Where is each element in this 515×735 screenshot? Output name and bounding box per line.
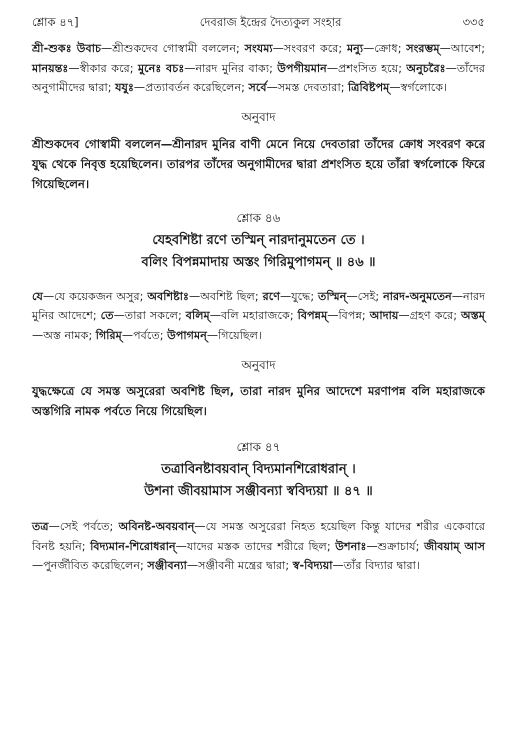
synonym-word: বিদ্যমান-শিরোধরান্ bbox=[90, 539, 176, 553]
synonym-meaning: —অস্ত নামক; bbox=[32, 328, 96, 342]
synonym-meaning: —গিয়েছিল। bbox=[206, 328, 263, 342]
synonym-meaning: —তাঁদের অনুগামীদের দ্বারা; bbox=[32, 61, 485, 94]
verse-47-line-1: তত্রাবিনষ্টাবয়বান্ বিদ্যমানশিরোধরান্ । bbox=[161, 462, 356, 477]
synonym-word: উপাগমন্ bbox=[167, 328, 207, 342]
synonym-word: অবিনষ্ট-অবয়বান্ bbox=[118, 520, 195, 533]
synonym-meaning: —সঞ্জীবনী মন্ত্রের দ্বারা; bbox=[186, 559, 293, 572]
synonyms-verse-45 bbox=[32, 39, 485, 98]
verse-46-label: শ্লোক ৪৬ bbox=[236, 210, 281, 225]
verse-46-line-1: যেহবশিষ্টা রণে তস্মিন্ নারদানুমতেন তে । bbox=[152, 232, 365, 248]
synonym-word: উপগীয়মান bbox=[277, 61, 327, 75]
synonym-meaning: —বলি মহারাজকে; bbox=[209, 309, 298, 322]
synonym-word: মানয়ন্তঃ bbox=[32, 61, 69, 75]
synonym-word: সংরম্ভম্ bbox=[406, 42, 440, 55]
synonym-meaning: —যাদের মস্তক তাদের শরীরে ছিল; bbox=[175, 539, 336, 553]
synonym-meaning: —যে কয়েকজন অসুর; bbox=[42, 289, 148, 303]
synonym-word: জীবয়াম্ আস bbox=[424, 539, 485, 553]
synonym-word: সর্বে bbox=[248, 81, 267, 94]
verse-47-text bbox=[32, 459, 485, 503]
synonym-word: মন্যু bbox=[346, 42, 364, 55]
synonym-meaning: —গ্রহণ করে; bbox=[398, 309, 462, 322]
synonym-meaning: —বিপন্ন; bbox=[327, 309, 370, 322]
synonym-meaning: —সমস্ত দেবতারা; bbox=[266, 81, 349, 94]
synonym-meaning: —তারা সকলে; bbox=[113, 309, 186, 322]
synonym-meaning: —তাঁর বিদ্যার দ্বারা। bbox=[332, 559, 420, 572]
synonym-meaning: —প্রশংসিত হয়ে; bbox=[326, 61, 407, 75]
synonym-meaning: —সংবরণ করে; bbox=[272, 42, 347, 55]
translation-heading-2: অনুবাদ bbox=[241, 358, 276, 372]
synonym-meaning: —আবেশ; bbox=[439, 42, 485, 55]
synonym-meaning: —পুনর্জীবিত করেছিলেন; bbox=[32, 559, 148, 572]
synonym-word: অবশিষ্টাঃ bbox=[147, 289, 190, 303]
synonym-meaning: —শুক্রাচার্য; bbox=[366, 539, 425, 553]
synonym-meaning: —সেই; bbox=[346, 289, 384, 303]
synonym-word: তে bbox=[100, 309, 114, 322]
synonym-word: যযুঃ bbox=[115, 81, 134, 94]
synonym-word: সংযম্য bbox=[244, 42, 273, 55]
synonym-word: বিপন্নম্ bbox=[297, 309, 328, 322]
synonym-word: তস্মিন্ bbox=[318, 289, 347, 303]
verse-46-text bbox=[32, 230, 485, 274]
synonym-meaning: —নারদ মুনির আদেশে; bbox=[32, 289, 485, 322]
verse-46-line-2: বলিং বিপন্নমাদায় অস্তং গিরিমুপাগমন্ ॥ ৪৬ ॥ bbox=[141, 254, 376, 270]
synonym-word: শ্রী-শুকঃ উবাচ bbox=[32, 42, 102, 55]
translation-heading-1: অনুবাদ bbox=[241, 109, 276, 124]
translation-verse-45: শ্রীশুকদেব গোস্বামী বললেন—শ্রীনারদ মুনির বাণী মেনে নিয়ে দেবতারা তাঁদের ক্রোধ সংবরণ করে যুদ্ধ থেকে নিবৃত্ত হয়েছিলেন। তারপর তাঁদের অনুগামীদের দ্বারা প্রশংসিত হয়ে তাঁরা স্বর্গলোকে ফিরে গিয়েছিলেন। bbox=[32, 136, 485, 191]
header-verse-ref: শ্লোক ৪৭] bbox=[32, 15, 79, 29]
synonym-meaning: —অবশিষ্ট ছিল; bbox=[189, 289, 263, 303]
synonym-word: রণে bbox=[262, 289, 281, 303]
synonym-meaning: —স্বর্গলোকে। bbox=[389, 81, 448, 94]
synonym-meaning: —প্রত্যাবর্তন করেছিলেন; bbox=[133, 81, 249, 94]
synonym-word: মুনেঃ বচঃ bbox=[137, 61, 185, 75]
verse-47-label: শ্লোক ৪৭ bbox=[236, 440, 281, 454]
synonym-meaning: —সেই পর্বতে; bbox=[48, 520, 119, 533]
synonym-word: ত্রিবিষ্টপম্ bbox=[348, 81, 390, 94]
synonym-word: অস্তম্ bbox=[461, 309, 485, 322]
synonym-meaning: —পর্বতে; bbox=[121, 328, 168, 342]
synonym-word: অনুচরৈঃ bbox=[406, 61, 446, 75]
synonym-word: সঞ্জীবন্যা bbox=[147, 559, 187, 572]
synonym-word: উশনাঃ bbox=[335, 539, 367, 553]
synonym-meaning: —শ্রীশুকদেব গোস্বামী বললেন; bbox=[101, 42, 245, 55]
synonym-word: আদায় bbox=[369, 309, 399, 322]
header-chapter-title: দেবরাজ ইন্দ্রের দৈত্যকুল সংহার bbox=[199, 15, 342, 29]
synonym-word: তত্র bbox=[32, 520, 49, 533]
synonym-word: বলিম্ bbox=[185, 309, 210, 322]
synonym-meaning: —যুদ্ধে; bbox=[280, 289, 319, 303]
page-header bbox=[32, 14, 485, 34]
synonym-word: যে bbox=[32, 289, 43, 303]
synonym-meaning: —ক্রোধ; bbox=[363, 42, 407, 55]
header-page-number: ৩৩৫ bbox=[462, 15, 485, 29]
translation-verse-46: যুদ্ধক্ষেত্রে যে সমস্ত অসুরেরা অবশিষ্ট ছিল, তারা নারদ মুনির আদেশে মরণাপন্ন বলি মহারাজকে অস্তগিরি নামক পর্বতে নিয়ে গিয়েছিল। bbox=[32, 384, 485, 418]
book-page bbox=[32, 14, 485, 576]
synonym-word: গিরিম্ bbox=[95, 328, 122, 342]
synonym-meaning: —নারদ মুনির বাক্য; bbox=[184, 61, 278, 75]
verse-47-line-2: উশনা জীবয়ামাস সঞ্জীবন্যা স্ববিদ্যয়া ॥ ৪৭ ॥ bbox=[144, 484, 373, 499]
synonym-word: নারদ-অনুমতেন bbox=[383, 289, 452, 303]
synonyms-verse-46 bbox=[32, 287, 485, 346]
synonym-meaning: —স্বীকার করে; bbox=[68, 61, 138, 75]
synonym-word: স্ব-বিদ্যয়া bbox=[292, 559, 333, 572]
synonyms-verse-47 bbox=[32, 517, 485, 576]
synonym-meaning: —যে সমস্ত অসুরেরা নিহত হয়েছিল কিন্তু যাদের শরীর একেবারে বিনষ্ট হয়নি; bbox=[32, 520, 486, 553]
